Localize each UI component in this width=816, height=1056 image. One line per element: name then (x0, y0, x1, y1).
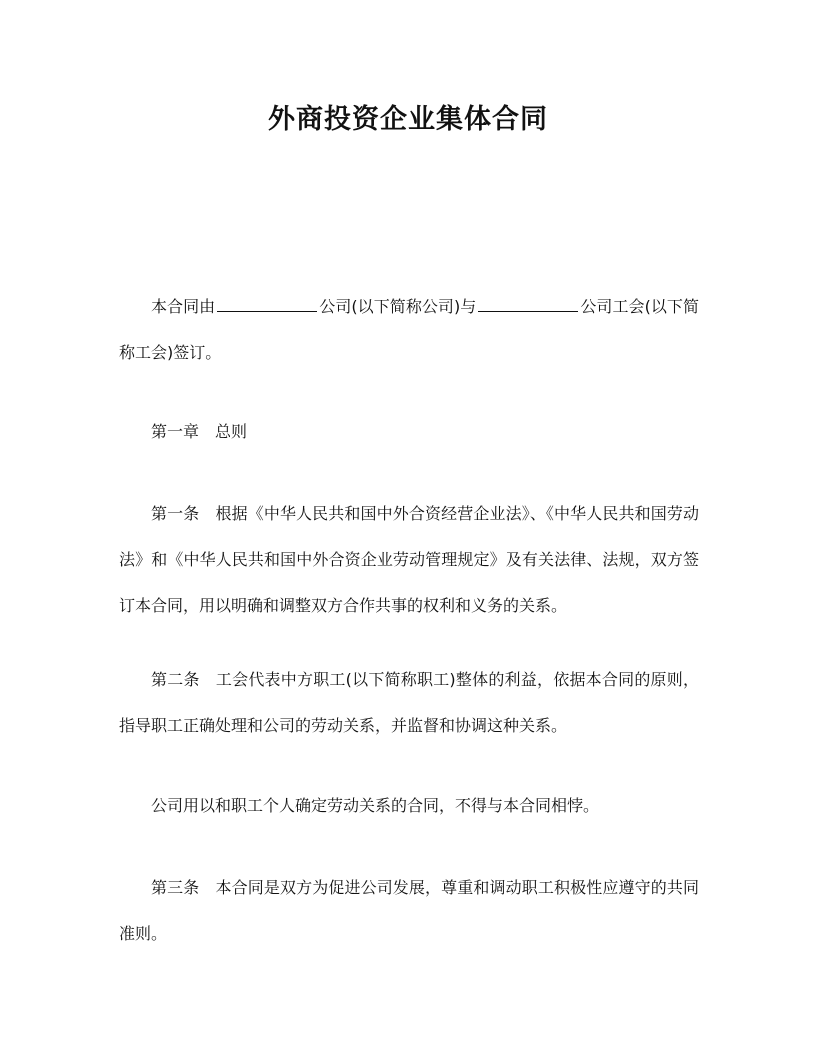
article-2-paragraph (119, 657, 699, 749)
document-title: 外商投资企业集体合同 (268, 104, 548, 135)
intro-text-part3: 公司工会(以下简称工会)签订。 (119, 297, 699, 362)
union-name-blank (478, 293, 578, 312)
company-name-blank (217, 293, 317, 312)
intro-paragraph (119, 284, 699, 376)
chapter-heading (119, 409, 699, 455)
article-2-text: 第二条 工会代表中方职工(以下简称职工)整体的利益，依据本合同的原则，指导职工正确处理和公司的劳动关系，并监督和协调这种关系。 (119, 670, 699, 735)
intro-text-part2: 公司(以下简称公司)与 (319, 297, 477, 316)
article-2-continuation-text: 公司用以和职工个人确定劳动关系的合同，不得与本合同相悖。 (151, 796, 600, 815)
article-3-paragraph (119, 865, 699, 957)
article-2-continuation-paragraph (119, 783, 699, 829)
intro-text-part1: 本合同由 (151, 297, 216, 316)
article-1-paragraph (119, 491, 699, 629)
chapter-1-title: 第一章 总则 (151, 422, 248, 441)
article-1-text: 第一条 根据《中华人民共和国中外合资经营企业法》、《中华人民共和国劳动法》和《中华人民共和国中外合资企业劳动管理规定》及有关法律、法规，双方签订本合同，用以明确和调整双方合作共事的权利和义务的关系。 (119, 504, 699, 615)
article-3-text: 第三条 本合同是双方为促进公司发展，尊重和调动职工积极性应遵守的共同准则。 (119, 878, 699, 943)
